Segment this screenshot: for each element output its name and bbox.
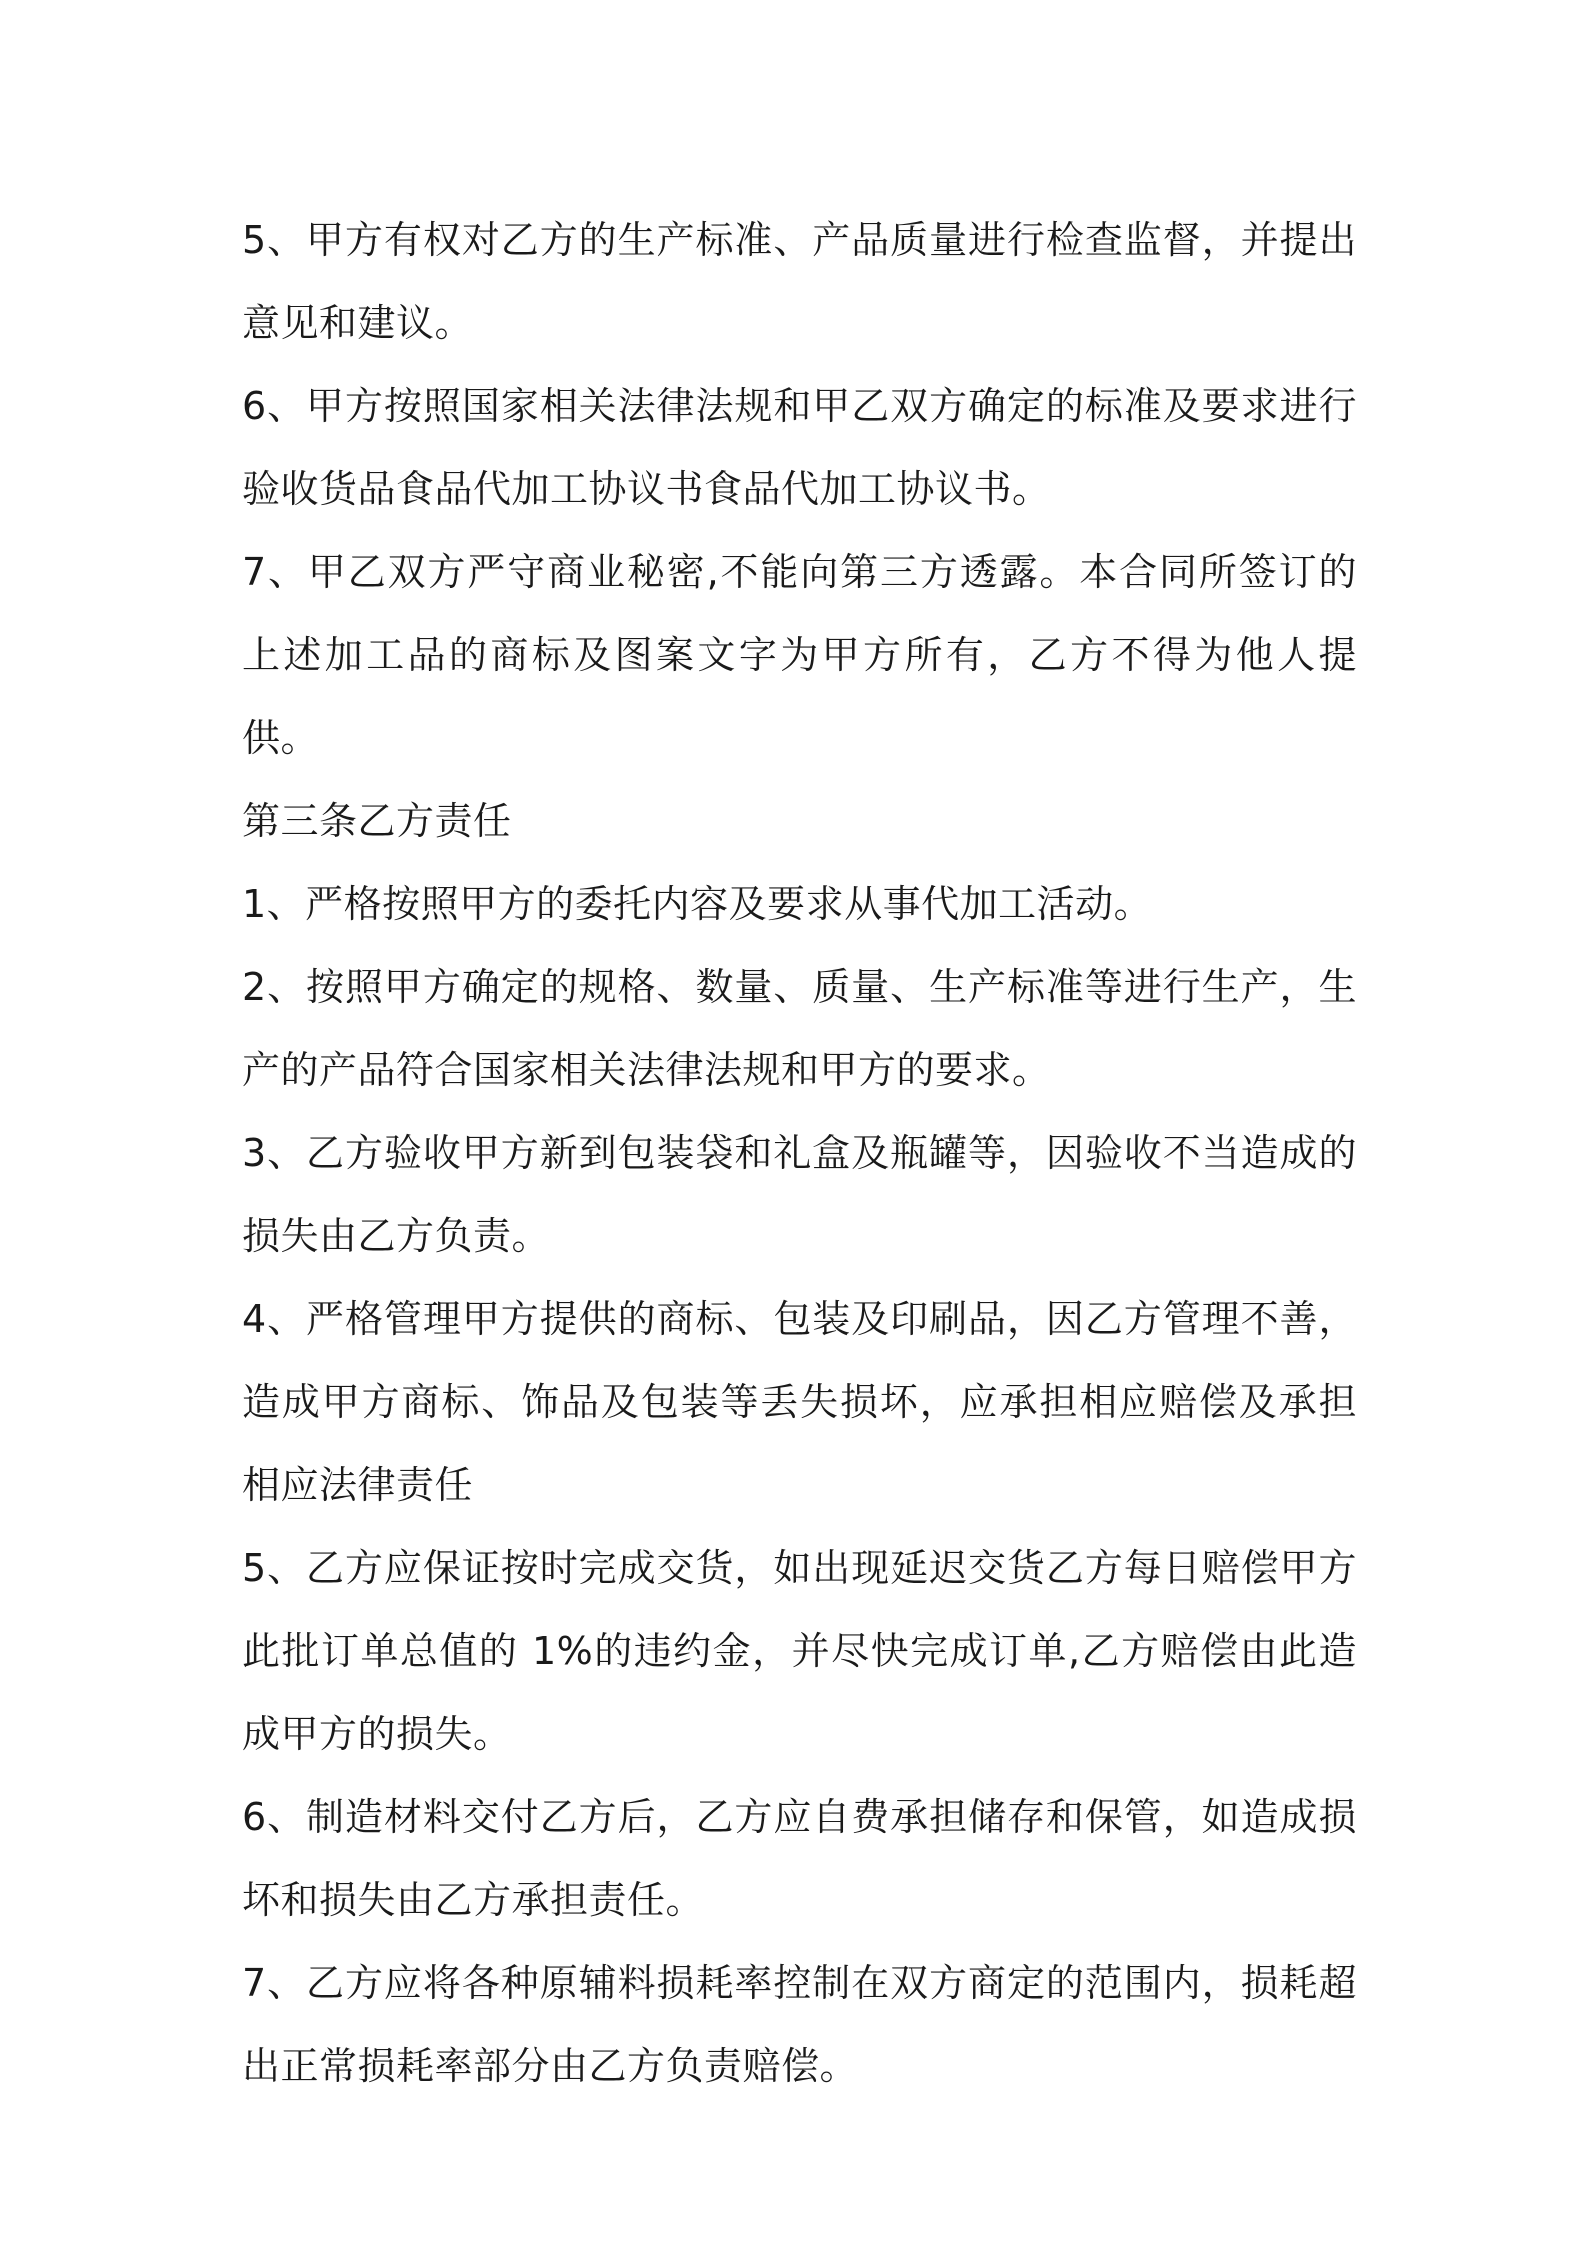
duty-5: 5、乙方应保证按时完成交货，如出现延迟交货乙方每日赔偿甲方此批订单总值的 1%的违约金，并尽快完成订单,乙方赔偿由此造成甲方的损失。 xyxy=(242,1546,1357,1756)
section-heading: 第三条乙方责任 xyxy=(242,799,512,843)
duty-6: 6、制造材料交付乙方后，乙方应自费承担储存和保管，如造成损坏和损失由乙方承担责任。 xyxy=(242,1795,1357,1922)
duty-1: 1、严格按照甲方的委托内容及要求从事代加工活动。 xyxy=(242,882,1153,926)
duty-4: 4、严格管理甲方提供的商标、包装及印刷品，因乙方管理不善，造成甲方商标、饰品及包装等丢失损坏，应承担相应赔偿及承担相应法律责任 xyxy=(242,1297,1357,1507)
clause-party-a-6: 6、甲方按照国家相关法律法规和甲乙双方确定的标准及要求进行验收货品食品代加工协议书食品代加工协议书。 xyxy=(242,384,1357,511)
duty-7: 7、乙方应将各种原辅料损耗率控制在双方商定的范围内，损耗超出正常损耗率部分由乙方负责赔偿。 xyxy=(242,1961,1357,2088)
duty-2: 2、按照甲方确定的规格、数量、质量、生产标准等进行生产，生产的产品符合国家相关法律法规和甲方的要求。 xyxy=(242,965,1357,1092)
clause-party-a-7: 7、甲乙双方严守商业秘密,不能向第三方透露。本合同所签订的上述加工品的商标及图案文字为甲方所有，乙方不得为他人提供。 xyxy=(242,550,1357,760)
document-body xyxy=(242,199,1357,2108)
clause-party-a-5: 5、甲方有权对乙方的生产标准、产品质量进行检查监督，并提出意见和建议。 xyxy=(242,218,1357,345)
duty-3: 3、乙方验收甲方新到包装袋和礼盒及瓶罐等，因验收不当造成的损失由乙方负责。 xyxy=(242,1131,1357,1258)
